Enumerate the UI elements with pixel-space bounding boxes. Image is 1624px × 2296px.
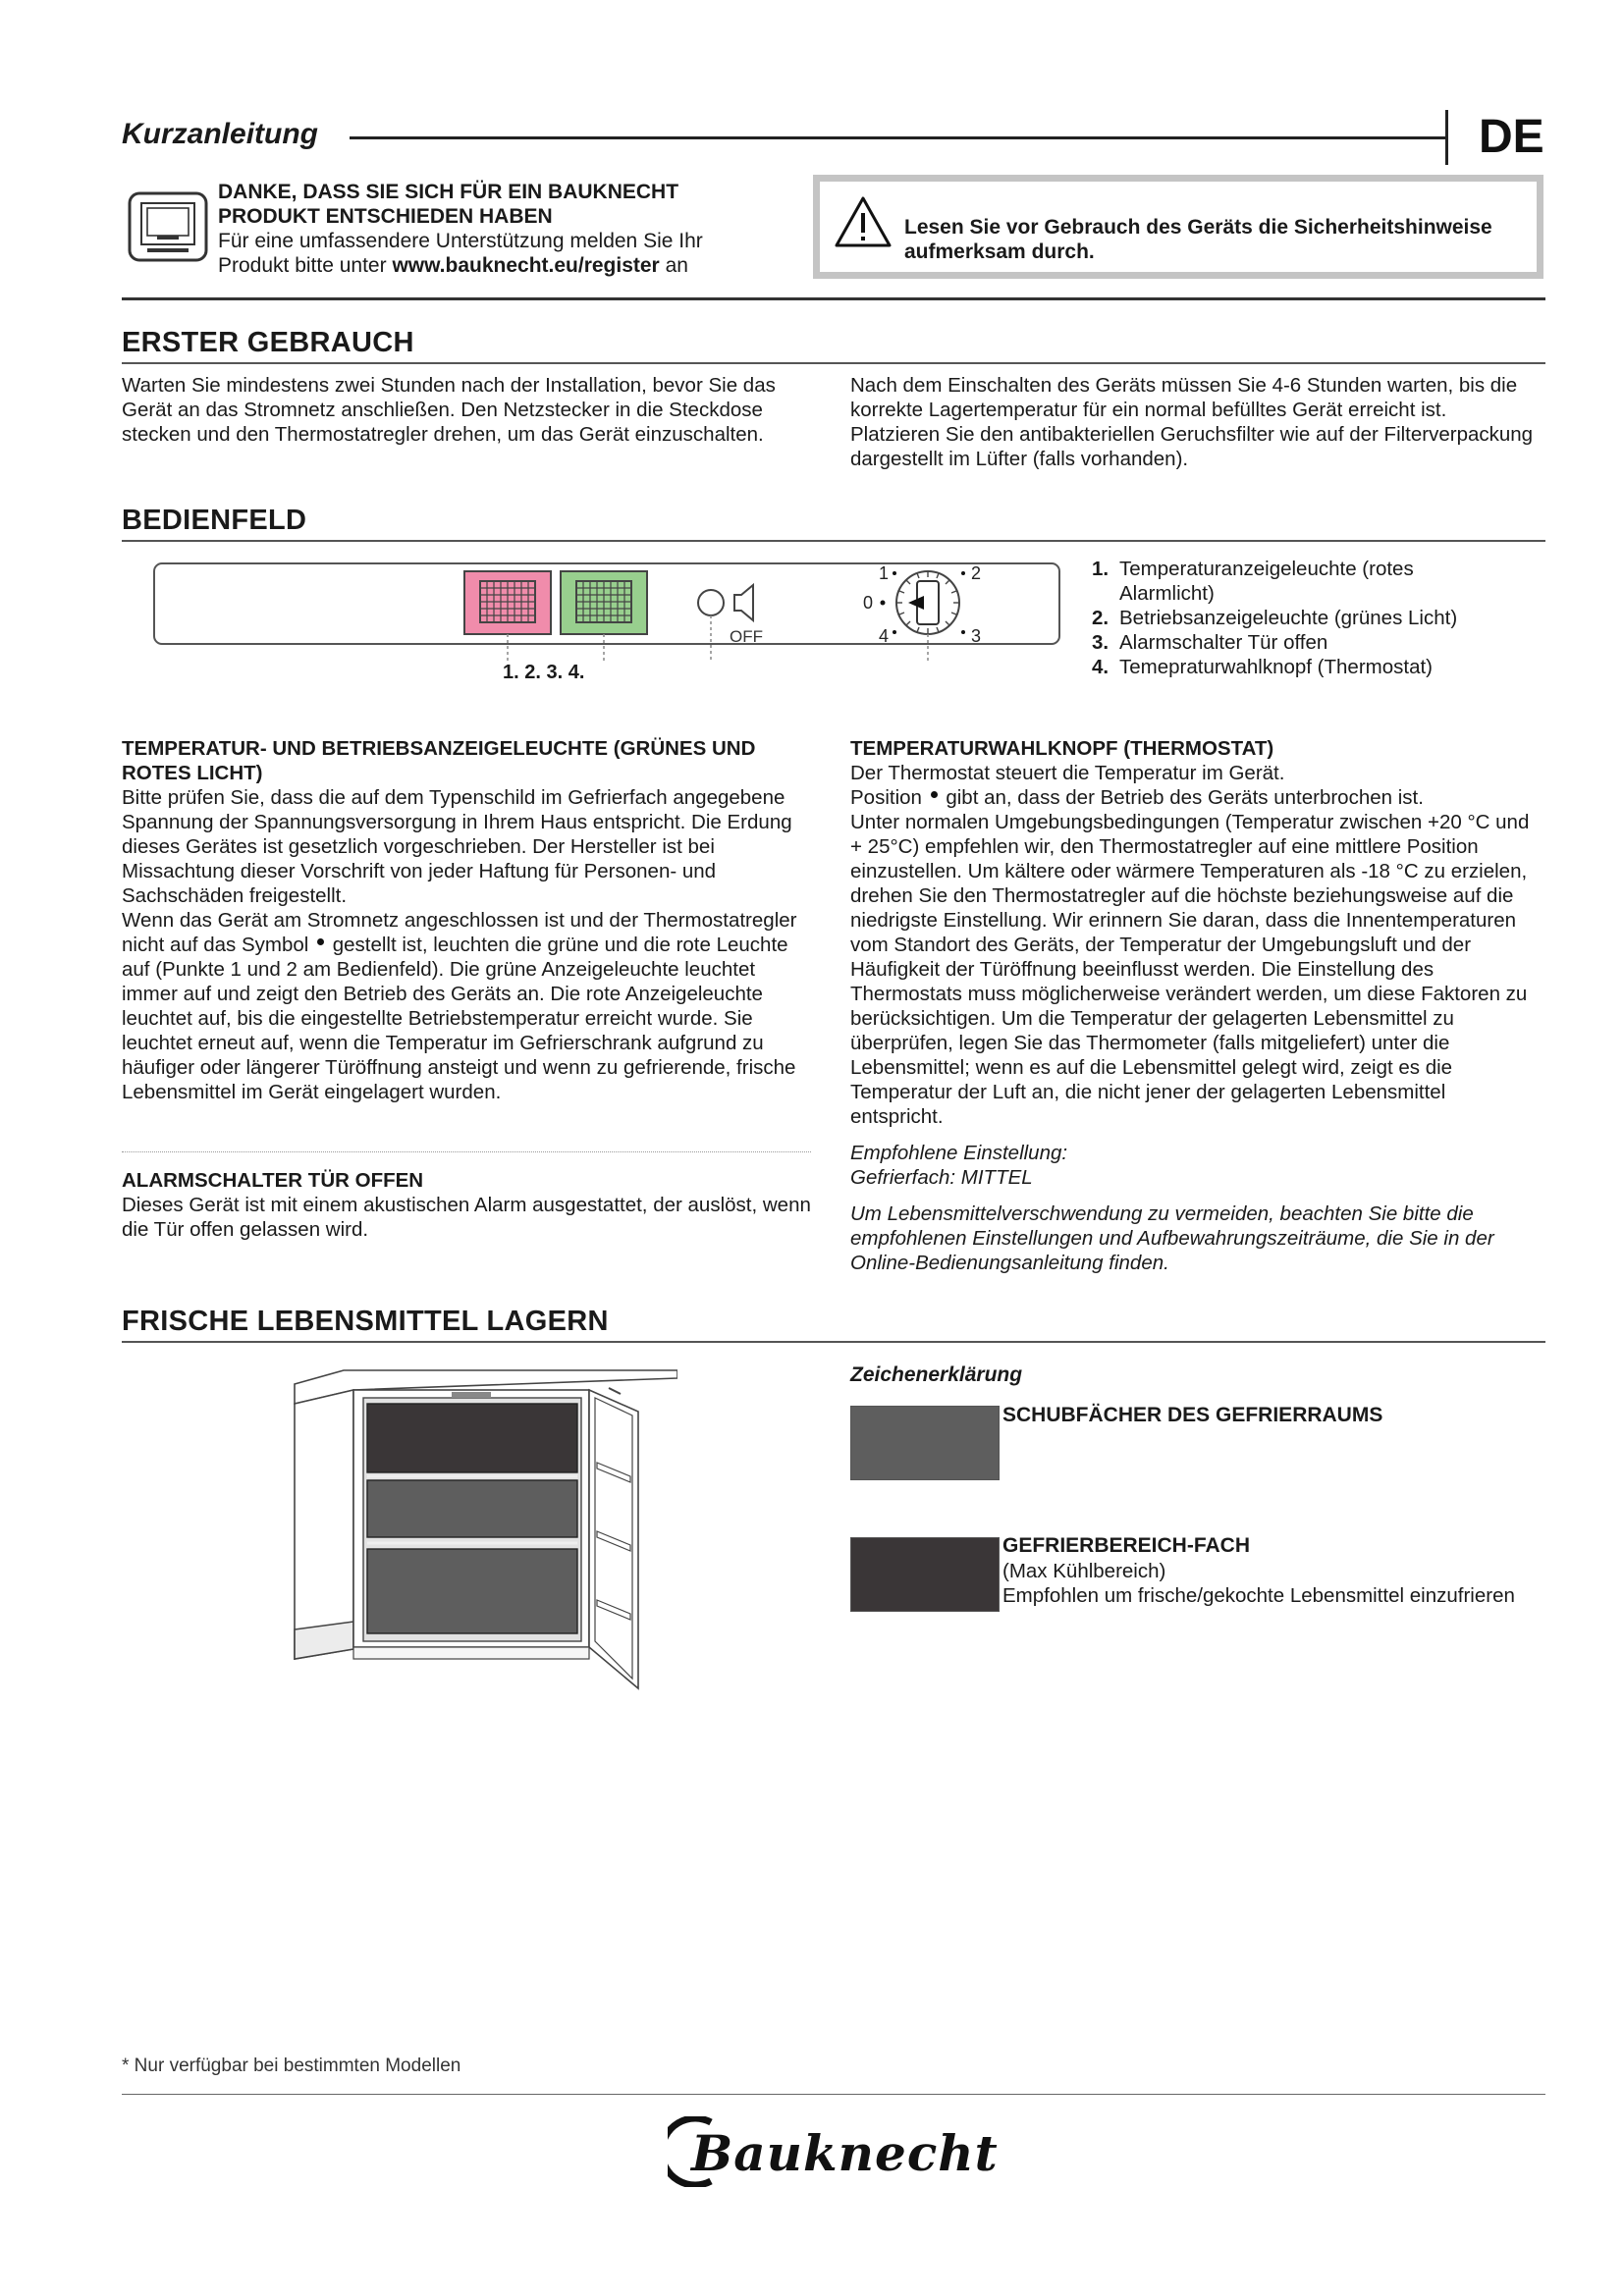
register-link[interactable]: www.bauknecht.eu/register xyxy=(392,254,660,277)
freezer-zone-line-2: Empfohlen um frische/gekochte Lebensmittel einzufrieren xyxy=(1002,1584,1515,1607)
warning-icon xyxy=(834,195,893,253)
control-panel-diagram xyxy=(152,560,1065,692)
freezer-zone-swatch xyxy=(850,1537,1000,1612)
legend-text: Betriebsanzeigeleuchte (grünes Licht) xyxy=(1119,607,1458,629)
alarm-text: Dieses Gerät ist mit einem akustischen Alarm ausgestattet, der auslöst, wenn die Tür offen gelassen wird. xyxy=(122,1194,811,1241)
indicator-text-1: Bitte prüfen Sie, dass die auf dem Typenschild im Gefrierfach angegebene Spannung der Spannungsversorgung in Ihrem Haus entspricht. Die Erdung dieses Gerätes ist gesetzlich vorgeschrieben. Der Hersteller ist bei Missachtung dieser Vorschrift von jeder Haftung für Personen- und Sachschäden freigestellt. xyxy=(122,786,792,907)
thanks-block xyxy=(218,180,703,278)
monitor-icon xyxy=(128,191,208,271)
warning-line-2: aufmerksam durch. xyxy=(904,240,1095,263)
indicator-text-2a: Wenn das Gerät am Stromnetz angeschlossen ist und der Thermostatregler nicht auf das Symbol xyxy=(122,909,797,956)
thermostat-line-2a: Position xyxy=(850,786,928,809)
recommended-setting: Empfohlene Einstellung: xyxy=(850,1142,1068,1164)
thanks-line-1: Für eine umfassendere Unterstützung melden Sie Ihr xyxy=(218,230,703,252)
thermostat-title: TEMPERATURWAHLKNOPF (THERMOSTAT) xyxy=(850,737,1274,760)
off-label: OFF xyxy=(730,627,763,646)
control-panel-callout: 1. 2. 3. 4. xyxy=(503,662,585,683)
header-rule xyxy=(350,136,1445,139)
legend-text: Temperaturanzeigeleuchte (rotes Alarmlicht) xyxy=(1119,558,1414,605)
legend-item xyxy=(1092,557,1504,606)
legend-item xyxy=(1092,630,1504,655)
alarm-section xyxy=(122,1168,819,1242)
legend-item xyxy=(1092,606,1504,630)
thermostat-dial xyxy=(896,571,959,634)
first-use-title: ERSTER GEBRAUCH xyxy=(122,327,414,358)
red-light xyxy=(464,571,551,634)
indicator-text-2b: gestellt ist, leuchten die grüne und die rote Leuchte auf (Punkte 1 und 2 am Bedienfeld). Die grüne Anzeigeleuchte leuchtet immer auf und zeigt den Betrieb des Geräts an. Die rote Anzeigeleuchte leuchtet auf, bis die eingestellte Betriebstemperatur erreicht wurde. Sie leuchtet erneut auf, wenn die Temperatur im Gefrierschrank aufgrund zu häufiger oder längerer Türöffnung ansteigt und wenn zu gefrierende, frische Lebensmittel im Gerät eingelagert wurden. xyxy=(122,934,796,1103)
first-use-rule xyxy=(122,362,1545,364)
legend-num: 1. xyxy=(1092,558,1110,580)
indicator-section xyxy=(122,736,809,1104)
alarm-title: ALARMSCHALTER TÜR OFFEN xyxy=(122,1169,424,1192)
food-waste-note: Um Lebensmittelverschwendung zu vermeiden, beachten Sie bitte die empfohlenen Einstellungen und Aufbewahrungszeiträume, die Sie in der Online-Bedienungsanleitung finden. xyxy=(850,1202,1494,1274)
recommended-value: Gefrierfach: MITTEL xyxy=(850,1166,1033,1189)
freezer-illustration xyxy=(285,1364,677,1713)
thanks-line-2-post: an xyxy=(659,254,688,277)
storage-rule xyxy=(122,1341,1545,1343)
header-rule-tick xyxy=(1445,110,1448,165)
thermostat-text: Unter normalen Umgebungsbedingungen (Temperatur zwischen +20 °C und + 25°C) empfehlen wir, den Thermostatregler auf eine mittlere Position einzustellen. Um kältere oder wärmere Temperaturen als -18 °C zu erzielen, drehen Sie den Thermostatregler auf die höchste beziehungsweise auf die niedrigste Einstellung. Wir erinnern Sie daran, dass die Innentemperaturen vom Standort des Geräts, der Temperatur der Umgebungsluft und der Häufigkeit der Türöffnung beeinflusst werden. Die Einstellung des Thermostats muss möglicherweise verändert werden, um diese Faktoren zu berücksichtigen. Um die Temperatur der gelagerten Lebensmittel zu überprüfen, legen Sie das Thermometer (falls mitgeliefert) unter die Lebensmittel; wenn es auf die Lebensmittel gelegt wird, zeigt es die Temperatur der Luft an, die nicht jener der gelagerten Lebensmittel entspricht. xyxy=(850,811,1530,1128)
indicator-title: TEMPERATUR- UND BETRIEBSANZEIGELEUCHTE (GRÜNES UND ROTES LICHT) xyxy=(122,737,756,784)
thermostat-section xyxy=(850,736,1538,1275)
drawers-swatch xyxy=(850,1406,1000,1480)
dial-label-2: 2 xyxy=(971,563,982,583)
legend-text: Alarmschalter Tür offen xyxy=(1119,631,1328,654)
dial-label-3: 3 xyxy=(971,626,982,646)
legend-num: 3. xyxy=(1092,631,1110,654)
control-panel-legend xyxy=(1092,557,1504,679)
dial-label-0: 0 xyxy=(863,593,874,613)
thermostat-line-1: Der Thermostat steuert die Temperatur im Gerät. xyxy=(850,762,1285,784)
dot-symbol-icon xyxy=(931,791,938,798)
freezer-zone-title: GEFRIERBEREICH-FACH xyxy=(1002,1534,1251,1557)
thanks-title-1: DANKE, DASS SIE SICH FÜR EIN BAUKNECHT xyxy=(218,181,679,203)
green-light xyxy=(561,571,647,634)
freezer-zone-line-1: (Max Kühlbereich) xyxy=(1002,1560,1166,1582)
left-dotted-divider xyxy=(122,1151,811,1152)
indicator-text-2 xyxy=(122,908,809,1104)
dial-label-4: 4 xyxy=(879,626,890,646)
drawers-title: SCHUBFÄCHER DES GEFRIERRAUMS xyxy=(1002,1404,1383,1426)
legend-num: 2. xyxy=(1092,607,1110,629)
storage-title: FRISCHE LEBENSMITTEL LAGERN xyxy=(122,1306,609,1337)
control-panel-title: BEDIENFELD xyxy=(122,505,307,536)
legend-item xyxy=(1092,655,1504,679)
footnote: * Nur verfügbar bei bestimmten Modellen xyxy=(122,2056,461,2076)
language-code: DE xyxy=(1479,111,1544,163)
brand-wordmark: Bauknecht xyxy=(691,2124,999,2182)
alarm-switch xyxy=(698,590,724,615)
legend-text: Temepraturwahlknopf (Thermostat) xyxy=(1119,656,1434,678)
footer-rule xyxy=(122,2094,1545,2095)
first-use-right-text: Nach dem Einschalten des Geräts müssen Sie 4-6 Stunden warten, bis die korrekte Lagertemperatur für ein normal befülltes Gerät erreicht ist. Platzieren Sie den antibakteriellen Geruchsfilter wie auf der Filterverpackung dargestellt im Lüfter (falls vorhanden). xyxy=(850,374,1534,470)
first-use-left-text: Warten Sie mindestens zwei Stunden nach der Installation, bevor Sie das Gerät an das Stromnetz anschließen. Den Netzstecker in die Steckdose stecken und den Thermostatregler drehen, um das Gerät einzuschalten. xyxy=(122,374,776,446)
thermostat-line-2 xyxy=(850,785,1538,810)
legend-title: Zeichenerklärung xyxy=(850,1363,1023,1386)
page-title: Kurzanleitung xyxy=(122,118,318,150)
dial-label-1: 1 xyxy=(879,563,890,583)
thanks-title-2: PRODUKT ENTSCHIEDEN HABEN xyxy=(218,205,553,228)
header-bottom-rule xyxy=(122,297,1545,300)
thermostat-line-2b: gibt an, dass der Betrieb des Geräts unterbrochen ist. xyxy=(940,786,1424,809)
legend-num: 4. xyxy=(1092,656,1110,678)
safety-warning-box xyxy=(813,175,1543,279)
control-panel-rule xyxy=(122,540,1545,542)
dot-symbol-icon xyxy=(317,938,324,945)
warning-line-1: Lesen Sie vor Gebrauch des Geräts die Sicherheitshinweise xyxy=(904,216,1492,239)
thanks-line-2 xyxy=(218,253,703,278)
freezer-zone-text xyxy=(1002,1533,1533,1608)
thanks-line-2-pre: Produkt bitte unter xyxy=(218,254,393,277)
